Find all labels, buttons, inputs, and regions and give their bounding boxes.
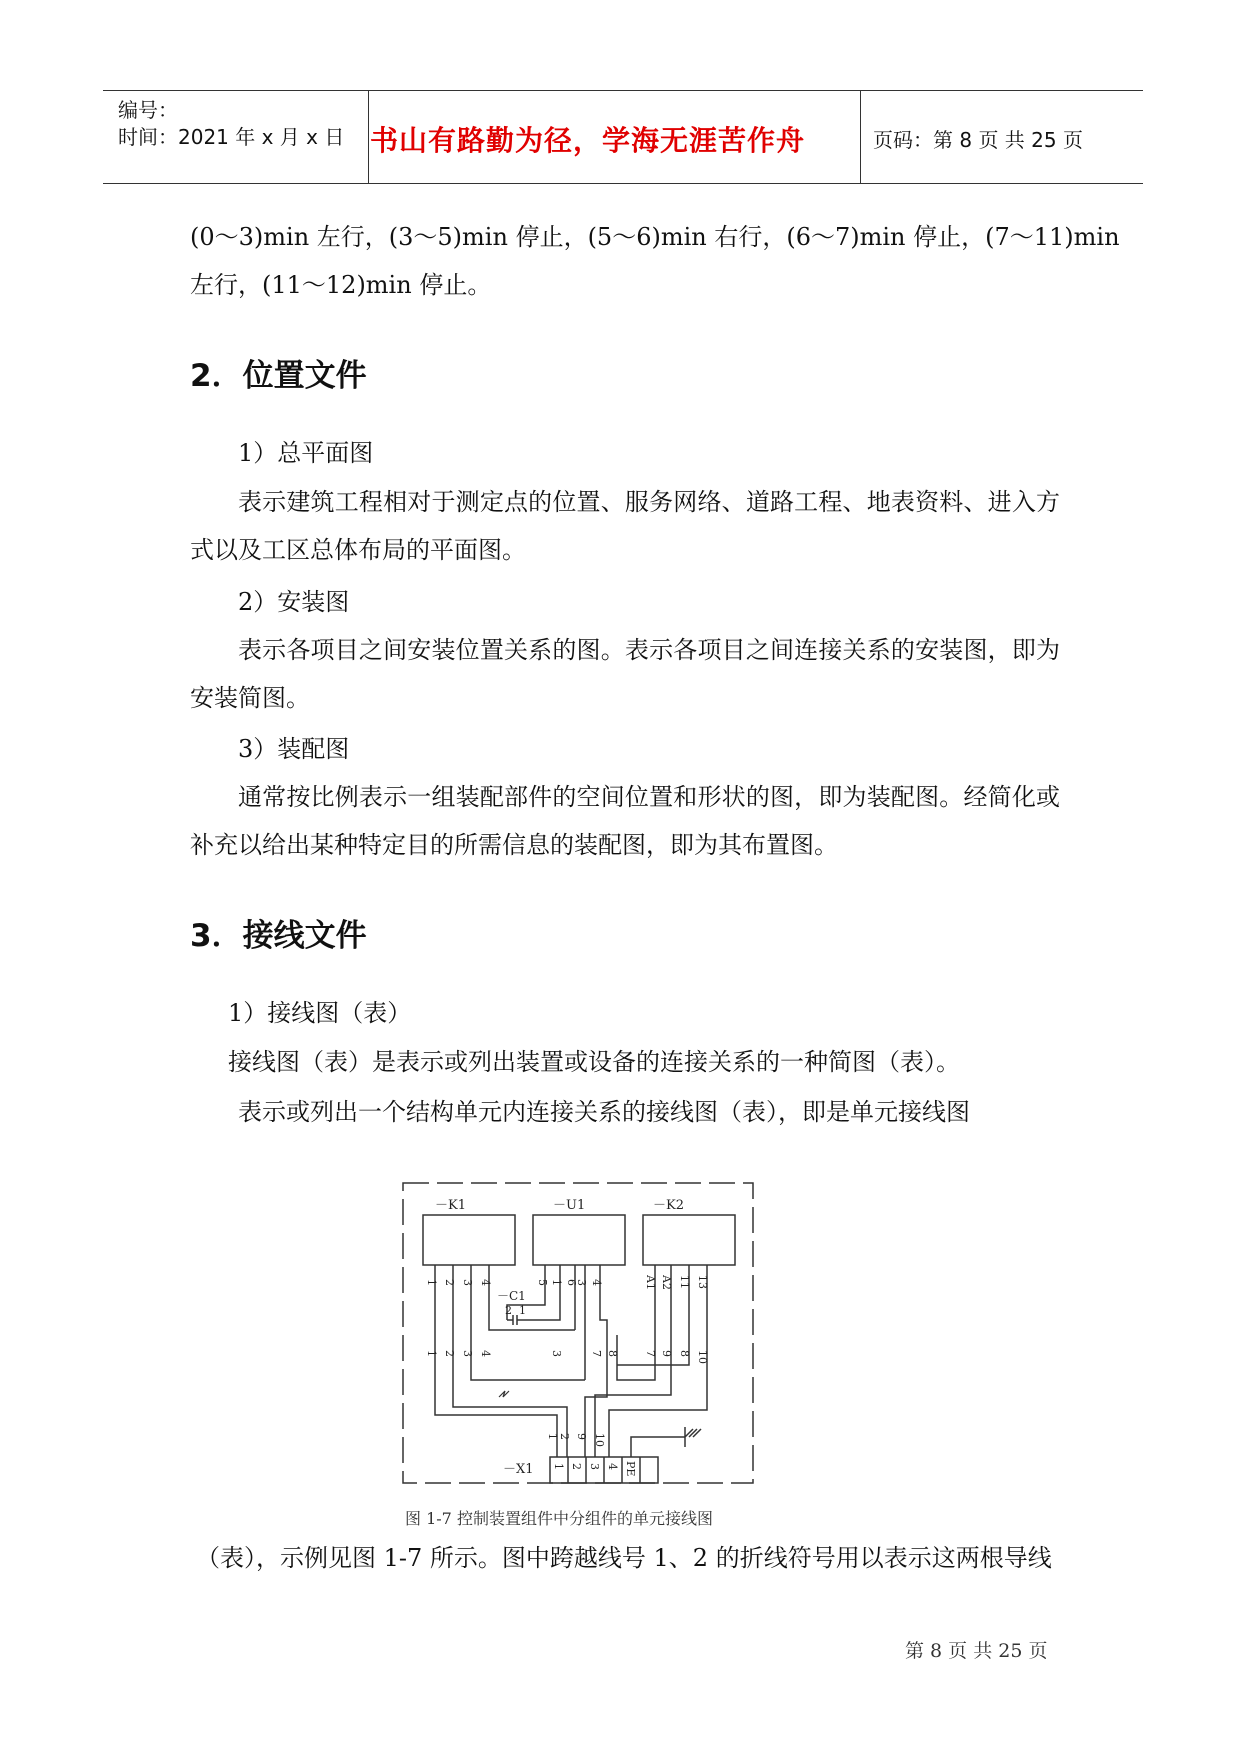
k1-terminal-3: 3	[461, 1279, 474, 1286]
page-footer: 第 8 页 共 25 页	[905, 1640, 1048, 1662]
k2-box	[643, 1215, 735, 1265]
section-3-heading: 3．接线文件	[190, 918, 367, 954]
header-top-rule	[103, 90, 1143, 91]
figure-caption: 图 1-7 控制装置组件中分组件的单元接线图	[405, 1509, 713, 1528]
k1-terminal-2: 2	[443, 1279, 456, 1286]
k2-terminal-13: 13	[696, 1275, 709, 1289]
k1-terminal-4: 4	[479, 1279, 492, 1286]
k2-terminal-a1: A1	[644, 1275, 657, 1290]
u1-terminal-4: 4	[590, 1279, 603, 1286]
x1-terminal-pe: PE	[624, 1461, 637, 1477]
u1-label: －U1	[553, 1198, 586, 1213]
unit-wiring-diagram	[395, 1175, 765, 1495]
k1-box	[423, 1215, 515, 1265]
section-2-item-1-text: 表示建筑工程相对于测定点的位置、服务网络、道路工程、地表资料、进入方式以及工区总体布局的平面图。	[190, 488, 1060, 564]
wire-number-8: 8	[606, 1350, 619, 1357]
wire-number-1: 1	[425, 1350, 438, 1357]
section-2-item-1-title: 1）总平面图	[238, 439, 374, 467]
document-time-label: 时间：2021 年 x 月 x 日	[118, 125, 345, 149]
c1-terminal-2: 2	[505, 1304, 512, 1317]
k2-terminal-a2: A2	[660, 1275, 673, 1290]
x1-label: －X1	[503, 1462, 534, 1477]
header-divider-left	[368, 90, 369, 183]
header-motto: 书山有路勤为径，学海无涯苦作舟	[370, 124, 806, 157]
u1-terminal-1: 1	[550, 1279, 563, 1286]
wire-number-3b: 3	[550, 1350, 563, 1357]
x1-wire-10: 10	[593, 1433, 606, 1447]
document-number-label: 编号：	[118, 98, 178, 122]
intro-line-1: (0～3)min 左行，(3～5)min 停止，(5～6)min 右行，(6～7)min 停止，(7～11)min	[190, 223, 1120, 251]
wire-number-2: 2	[443, 1350, 456, 1357]
header-bottom-rule	[103, 183, 1143, 184]
x1-terminal-2: 2	[570, 1463, 583, 1470]
section-2-item-2-title: 2）安装图	[238, 588, 350, 616]
wire-number-7b: 7	[644, 1350, 657, 1357]
header-divider-right	[860, 90, 861, 183]
k2-terminal-11: 11	[678, 1275, 691, 1289]
section-2-item-2-text: 表示各项目之间安装位置关系的图。表示各项目之间连接关系的安装图，即为安装简图。	[190, 636, 1060, 712]
wire-number-7: 7	[590, 1350, 603, 1357]
section-3-definition: 接线图（表）是表示或列出装置或设备的连接关系的一种简图（表）。	[228, 1048, 960, 1076]
k1-terminal-1: 1	[425, 1279, 438, 1286]
u1-terminal-5: 5	[536, 1279, 549, 1286]
u1-box	[533, 1215, 625, 1265]
x1-wire-1: 1	[546, 1433, 559, 1440]
u1-terminal-3: 3	[575, 1279, 588, 1286]
tail-text: （表），示例见图 1-7 所示。图中跨越线号 1、2 的折线符号用以表示这两根导线	[196, 1544, 1052, 1572]
wire-number-4: 4	[479, 1350, 492, 1357]
x1-terminal-3: 3	[588, 1463, 601, 1470]
intro-line-2: 左行，(11～12)min 停止。	[190, 271, 492, 299]
wire-number-10: 10	[696, 1350, 709, 1364]
wire-number-9: 9	[660, 1350, 673, 1357]
x1-wire-9: 9	[575, 1433, 588, 1440]
section-3-item-1-title: 1）接线图（表）	[228, 999, 412, 1027]
header-page-label: 页码：第 8 页 共 25 页	[873, 128, 1083, 152]
x1-terminal-1: 1	[552, 1463, 565, 1470]
wire-number-3: 3	[461, 1350, 474, 1357]
section-2-item-3-title: 3）装配图	[238, 735, 350, 763]
k1-label: －K1	[435, 1198, 466, 1213]
wire-number-8b: 8	[678, 1350, 691, 1357]
c1-label: －C1	[497, 1289, 526, 1303]
x1-wire-2: 2	[558, 1433, 571, 1440]
section-2-heading: 2．位置文件	[190, 358, 367, 394]
k2-label: －K2	[653, 1198, 684, 1213]
c1-terminal-1: 1	[519, 1304, 526, 1317]
section-3-unit-text: 表示或列出一个结构单元内连接关系的接线图（表），即是单元接线图	[238, 1098, 970, 1126]
x1-terminal-4: 4	[606, 1463, 619, 1470]
section-2-item-3-text: 通常按比例表示一组装配部件的空间位置和形状的图，即为装配图。经简化或补充以给出某种特定目的所需信息的装配图，即为其布置图。	[190, 783, 1060, 859]
u1-terminal-6: 6	[565, 1279, 578, 1286]
